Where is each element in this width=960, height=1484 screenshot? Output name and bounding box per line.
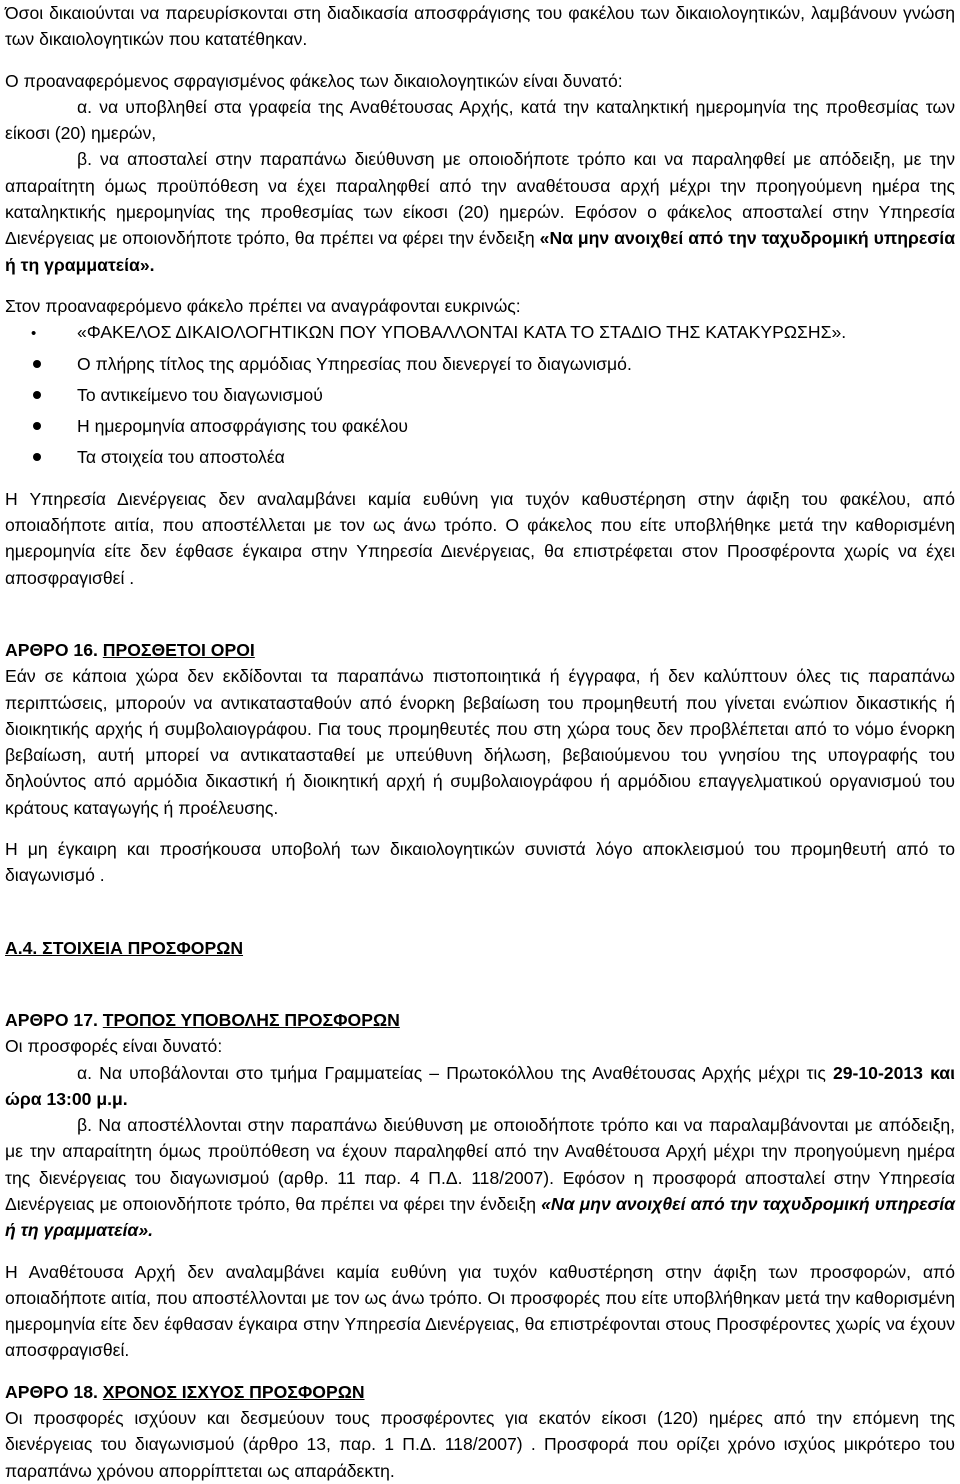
- document-page: [5, 0, 955, 1484]
- bullet-icon: [33, 422, 41, 430]
- list-item: Τα στοιχεία του αποστολέα: [5, 444, 955, 470]
- option-b-bold-notice: «Να μην ανοιχθεί από την ταχυδρομική υπηρεσία ή τη γραμματεία».: [5, 228, 956, 275]
- paragraph-list-intro: Στον προαναφερόμενο φάκελο πρέπει να αναγράφονται ευκρινώς:: [5, 295, 521, 316]
- article-16-paragraph-1: Εάν σε κάποια χώρα δεν εκδίδονται τα παραπάνω πιστοποιητικά ή έγγραφα, ή δεν καλύπτουν όλες τις παραπάνω περιπτώσεις, μπορούν να αντικατασταθούν από ένορκη βεβαίωση του προμηθευτή που γίνεται ενώπιον δικαστικής ή διοικητικής αρχής ή συμβολαιογράφου. Για τους προμηθευτές που στη χώρα τους δεν προβλέπεται από το νόμο ένορκη βεβαίωση, αυτή μπορεί να αντικατασταθεί με υπεύθυνη δήλωση, βεβαιούμενου του γνησίου της υπογραφής του δηλούντος από αρμόδια δικαστική ή διοικητική αρχή ή συμβολαιογράφου ή αρμόδιου επαγγελματικού οργανισμού του κράτους καταγωγής ή προέλευσης.: [5, 666, 955, 818]
- paragraph-no-liability: Η Υπηρεσία Διενέργειας δεν αναλαμβάνει καμία ευθύνη για τυχόν καθυστέρηση στην άφιξη του φακέλου, από οποιαδήποτε αιτία, που αποστέλλεται με τον ως άνω τρόπο. Ο φάκελος που είτε υποβλήθηκε μετά την καθορισμένη ημερομηνία είτε δεν έφθασε έγκαιρα στην Υπηρεσία Διενέργειας, θα επιστρέφεται στον Προσφέροντα χωρίς να έχει αποσφραγισθεί .: [5, 488, 955, 588]
- article-17-paragraph-2: Η Αναθέτουσα Αρχή δεν αναλαμβάνει καμία ευθύνη για τυχόν καθυστέρηση στην άφιξη των προσφορών, από οποιαδήποτε αιτία, που αποστέλλονται με τον ως άνω τρόπο. Οι προσφορές που είτε υποβλήθηκαν μετά την καθορισμένη ημερομηνία είτε δεν έφθασαν έγκαιρα στην Υπηρεσία Διενέργειας, θα επιστρέφονται στους Προσφέροντες χωρίς να έχουν αποσφραγισθεί.: [5, 1261, 955, 1361]
- article-16-paragraph-2: Η μη έγκαιρη και προσήκουσα υποβολή των δικαιολογητικών συνιστά λόγο αποκλεισμού του προμηθευτή από το διαγωνισμό .: [5, 839, 955, 886]
- envelope-markings-list: [5, 319, 955, 470]
- article-17-option-a-text: α. Να υποβάλονται στο τμήμα Γραμματείας – Πρωτοκόλλου της Αναθέτουσας Αρχής μέχρι τις: [77, 1062, 826, 1083]
- list-item: Ο πλήρης τίτλος της αρμόδιας Υπηρεσίας που διενεργεί το διαγωνισμό.: [5, 351, 955, 377]
- article-17-deadline: 29-10-2013 και ώρα 13:00 μ.μ.: [5, 1062, 955, 1109]
- list-item: Η ημερομηνία αποσφράγισης του φακέλου: [5, 413, 955, 439]
- section-a4-heading: Α.4. ΣΤΟΙΧΕΙΑ ΠΡΟΣΦΟΡΩΝ: [5, 937, 244, 958]
- article-17-title: ΤΡΟΠΟΣ ΥΠΟΒΟΛΗΣ ΠΡΟΣΦΟΡΩΝ: [102, 1009, 400, 1030]
- article-16-title: ΠΡΟΣΘΕΤΟΙ ΟΡΟΙ: [102, 639, 255, 660]
- article-18-heading: [5, 1379, 955, 1405]
- article-17-option-b: [5, 1112, 955, 1243]
- article-16-label: ΑΡΘΡΟ 16.: [5, 639, 98, 660]
- bullet-icon: [33, 391, 41, 399]
- article-17-bold-notice: «Να μην ανοιχθεί από την ταχυδρομική υπηρεσία ή τη γραμματεία».: [5, 1193, 955, 1241]
- article-17-option-a: [5, 1060, 955, 1113]
- bullet-icon: [33, 360, 41, 368]
- paragraph-attendance: Όσοι δικαιούνται να παρευρίσκονται στη διαδικασία αποσφράγισης του φακέλου των δικαιολογητικών, λαμβάνουν γνώση των δικαιολογητικών που κατατέθηκαν.: [5, 3, 955, 50]
- option-b-text: β. να αποσταλεί στην παραπάνω διεύθυνση με οποιοδήποτε τρόπο και να παραληφθεί με απόδειξη, με την απαραίτητη όμως προϋπόθεση να έχει παραληφθεί από την αναθέτουσα αρχή μέχρι την προηγούμενη ημέρα της καταληκτικής ημερομηνίας της προθεσμίας των είκοσι (20) ημερών. Εφόσον ο φάκελος αποσταλεί στην Υπηρεσία Διενέργειας με οποιονδήποτε τρόπο, θα πρέπει να φέρει την ένδειξη: [5, 149, 955, 249]
- paragraph-option-a: α. να υποβληθεί στα γραφεία της Αναθέτουσας Αρχής, κατά την καταληκτική ημερομηνία της προθεσμίας των είκοσι (20) ημερών,: [5, 96, 955, 144]
- article-17-option-b-text: β. Να αποστέλλονται στην παραπάνω διεύθυνση με οποιοδήποτε τρόπο και να παραλαμβάνονται με απόδειξη, με την απαραίτητη όμως προϋπόθεση να έχουν παραληφθεί από την Αναθέτουσα Αρχή μέχρι την προηγούμενη ημέρα της διενέργειας του διαγωνισμού (αρθρ. 11 παρ. 4 Π.Δ. 118/2007). Εφόσον η προσφορά αποσταλεί στην Υπηρεσία Διενέργειας με οποιονδήποτε τρόπο, θα πρέπει να φέρει την ένδειξη: [5, 1115, 955, 1214]
- article-18-title: ΧΡΟΝΟΣ ΙΣΧΥΟΣ ΠΡΟΣΦΟΡΩΝ: [102, 1381, 365, 1402]
- bullet-icon: [31, 319, 36, 347]
- article-17-intro: Οι προσφορές είναι δυνατό:: [5, 1036, 223, 1057]
- article-16-heading: [5, 637, 955, 663]
- article-17-label: ΑΡΘΡΟ 17.: [5, 1009, 98, 1030]
- paragraph-option-b: [5, 146, 955, 277]
- article-18-paragraph-1: Οι προσφορές ισχύουν και δεσμεύουν τους προσφέροντες για εκατόν είκοσι (120) ημέρες από την επόμενη της διενέργειας του διαγωνισμού (άρθρο 13, παρ. 1 Π.Δ. 118/2007) . Προσφορά που ορίζει χρόνο ισχύος μικρότερο του παραπάνω χρόνου απορρίπτεται ως απαράδεκτη.: [5, 1408, 955, 1481]
- article-18-label: ΑΡΘΡΟ 18.: [5, 1381, 98, 1402]
- list-item: Το αντικείμενο του διαγωνισμού: [5, 382, 955, 408]
- list-item: • «ΦΑΚΕΛΟΣ ΔΙΚΑΙΟΛΟΓΗΤΙΚΩΝ ΠΟΥ ΥΠΟΒΑΛΛΟΝΤΑΙ ΚΑΤΑ ΤΟ ΣΤΑΔΙΟ ΤΗΣ ΚΑΤΑΚΥΡΩΣΗΣ».: [5, 319, 955, 345]
- article-17-heading: [5, 1007, 955, 1033]
- bullet-icon: [33, 453, 41, 461]
- paragraph-sealed-envelope-intro: Ο προαναφερόμενος σφραγισμένος φάκελος των δικαιολογητικών είναι δυνατό:: [5, 70, 623, 91]
